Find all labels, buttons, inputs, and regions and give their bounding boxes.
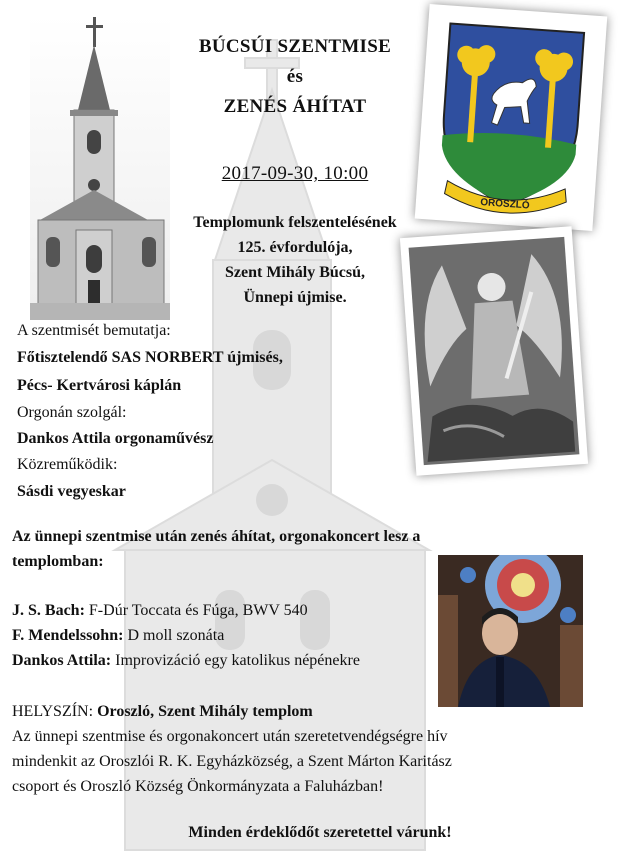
anniversary-line-3: Szent Mihály Búcsú, bbox=[224, 264, 365, 281]
program-item bbox=[12, 625, 224, 647]
organist-photo bbox=[438, 555, 583, 707]
organist-name: Dankos Attila orgonaművész bbox=[17, 430, 214, 447]
program-item bbox=[12, 600, 308, 622]
choir-label: Közreműködik: bbox=[17, 456, 118, 473]
closing-line: Minden érdeklődőt szeretettel várunk! bbox=[188, 824, 452, 841]
archangel-image bbox=[400, 226, 588, 475]
concert-intro-line-1: Az ünnepi szentmise után zenés áhítat, orgonakoncert lesz a bbox=[12, 528, 421, 545]
organ-label: Orgonán szolgál: bbox=[17, 404, 127, 421]
location-value: Oroszló, Szent Mihály templom bbox=[93, 703, 313, 720]
program-piece: Improvizáció egy katolikus népénekre bbox=[111, 652, 360, 669]
church-photo bbox=[30, 15, 170, 320]
title-line-3: ZENÉS ÁHÍTAT bbox=[223, 96, 367, 117]
program-composer: Dankos Attila: bbox=[12, 652, 112, 669]
program-piece: F-Dúr Toccata és Fúga, BWV 540 bbox=[84, 602, 308, 619]
title-line-1: BÚCSÚI SZENTMISE bbox=[198, 36, 392, 57]
anniversary-line-4: Ünnepi újmise. bbox=[243, 289, 347, 306]
event-datetime: 2017-09-30, 10:00 bbox=[221, 163, 369, 184]
celebrant-label: A szentmisét bemutatja: bbox=[17, 322, 171, 339]
coat-of-arms bbox=[415, 4, 608, 231]
anniversary-line-2: 125. évfordulója, bbox=[237, 239, 353, 256]
program-item bbox=[12, 650, 360, 672]
location-label: HELYSZÍN: bbox=[12, 703, 94, 720]
location-text-line-1: Az ünnepi szentmise és orgonakoncert után szeretetvendégségre hív bbox=[12, 728, 448, 745]
program-composer: J. S. Bach: bbox=[12, 602, 85, 619]
crest-banner-text: OROSZLÓ bbox=[479, 197, 530, 212]
program-composer: F. Mendelssohn: bbox=[12, 627, 124, 644]
title-line-2: és bbox=[286, 66, 304, 87]
choir-name: Sásdi vegyeskar bbox=[17, 483, 126, 500]
anniversary-line-1: Templomunk felszentelésének bbox=[193, 214, 397, 231]
celebrant-role: Pécs- Kertvárosi káplán bbox=[17, 377, 182, 394]
location-text-line-3: csoport és Oroszló Község Önkormányzata a Faluházban! bbox=[12, 778, 384, 795]
concert-intro-line-2: templomban: bbox=[12, 553, 104, 570]
location-line bbox=[12, 701, 313, 723]
celebrant-name: Főtisztelendő SAS NORBERT újmisés, bbox=[17, 349, 283, 366]
location-text-line-2: mindenkit az Oroszlói R. K. Egyházközség, a Szent Márton Karitász bbox=[12, 753, 452, 770]
program-piece: D moll szonáta bbox=[123, 627, 225, 644]
